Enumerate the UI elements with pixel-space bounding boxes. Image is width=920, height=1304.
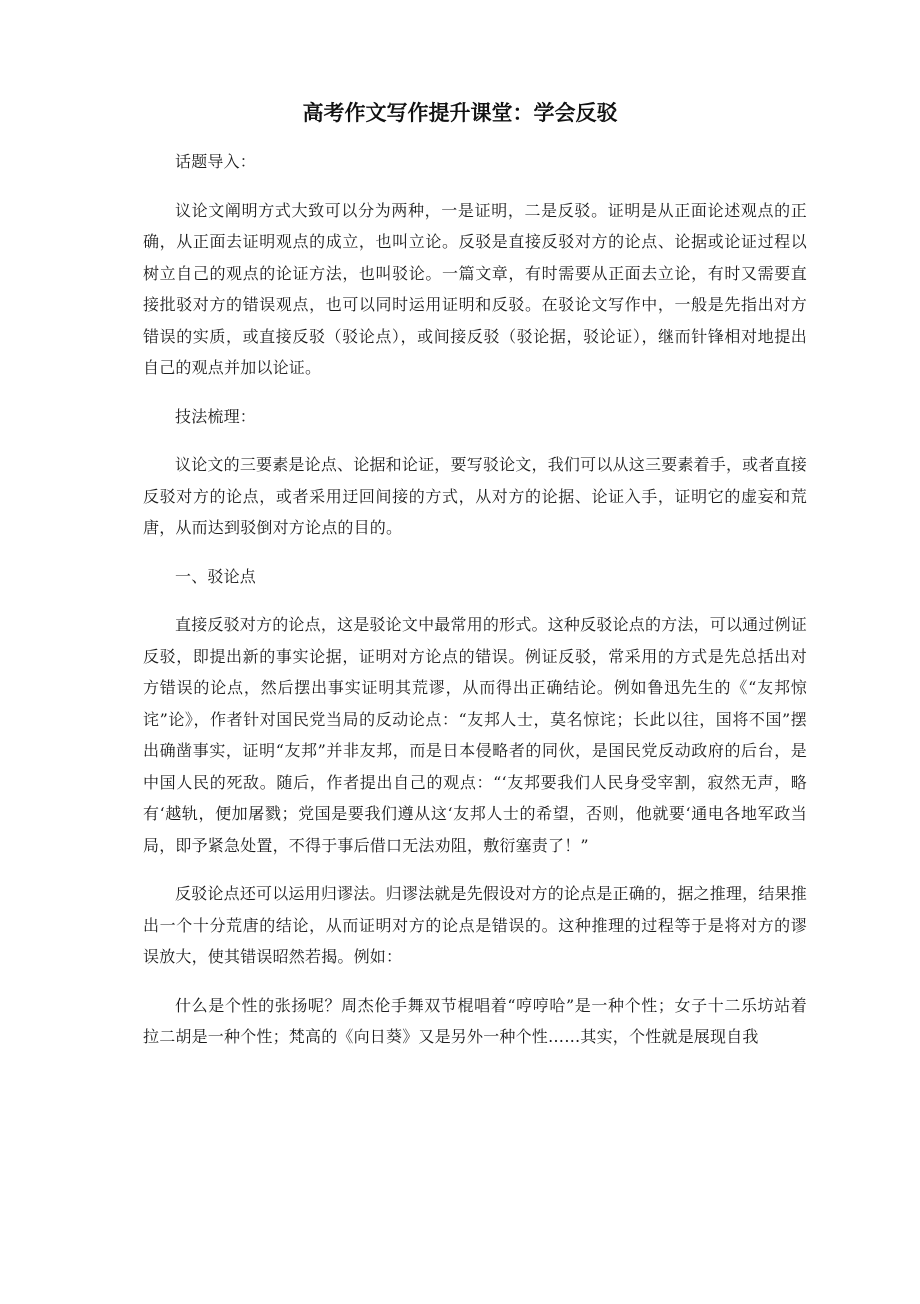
paragraph-intro: 议论文阐明方式大致可以分为两种，一是证明，二是反驳。证明是从正面论述观点的正确，从正面去证明观点的成立，也叫立论。反驳是直接反驳对方的论点、论据或论证过程以树立自己的观点的论证方法，也叫驳论。一篇文章，有时需要从正面去立论，有时又需要直接批驳对方的错误观点，也可以同时运用证明和反驳。在驳论文写作中，一般是先指出对方错误的实质，或直接反驳（驳论点），或间接反驳（驳论据，驳论证），继而针锋相对地提出自己的观点并加以论证。	[143, 200, 807, 377]
document-body	[143, 146, 807, 1053]
paragraph-direct-refutation: 直接反驳对方的论点，这是驳论文中最常用的形式。这种反驳论点的方法，可以通过例证反驳，即提出新的事实论据，证明对方论点的错误。例证反驳，常采用的方式是先总括出对方错误的论点，然后摆出事实证明其荒谬，从而得出正确结论。例如鲁迅先生的《“友邦惊诧”论》，作者针对国民党当局的反动论点：“友邦人士，莫名惊诧；长此以往，国将不国”摆出确凿事实，证明“友邦”并非友邦，而是日本侵略者的同伙，是国民党反动政府的后台，是中国人民的死敌。随后，作者提出自己的观点：“‘友邦要我们人民身受宰割，寂然无声，略有‘越轨，便加屠戮；党国是要我们遵从这‘友邦人士的希望，否则，他就要‘通电各地军政当局，即予紧急处置，不得于事后借口无法劝阻，敷衍塞责了！”	[143, 615, 807, 855]
section-heading-intro: 话题导入：	[175, 152, 257, 171]
section-heading-refute-argument: 一、驳论点	[175, 566, 257, 586]
paragraph-example: 什么是个性的张扬呢？周杰伦手舞双节棍唱着“哼哼哈”是一种个性；女子十二乐坊站着拉二胡是一种个性；梵高的《向日葵》又是另外一种个性……其实，个性就是展现自我	[143, 995, 807, 1046]
paragraph-techniques: 议论文的三要素是论点、论据和论证，要写驳论文，我们可以从这三要素着手，或者直接反驳对方的论点，或者采用迂回间接的方式，从对方的论据、论证入手，证明它的虚妄和荒唐，从而达到驳倒对方论点的目的。	[143, 455, 807, 537]
document-title: 高考作文写作提升课堂：学会反驳	[302, 101, 618, 125]
section-heading-techniques: 技法梳理：	[175, 406, 257, 426]
paragraph-reductio: 反驳论点还可以运用归谬法。归谬法就是先假设对方的论点是正确的，据之推理，结果推出一个十分荒唐的结论，从而证明对方的论点是错误的。这种推理的过程等于是将对方的谬误放大，使其错误昭然若揭。例如：	[143, 884, 807, 966]
